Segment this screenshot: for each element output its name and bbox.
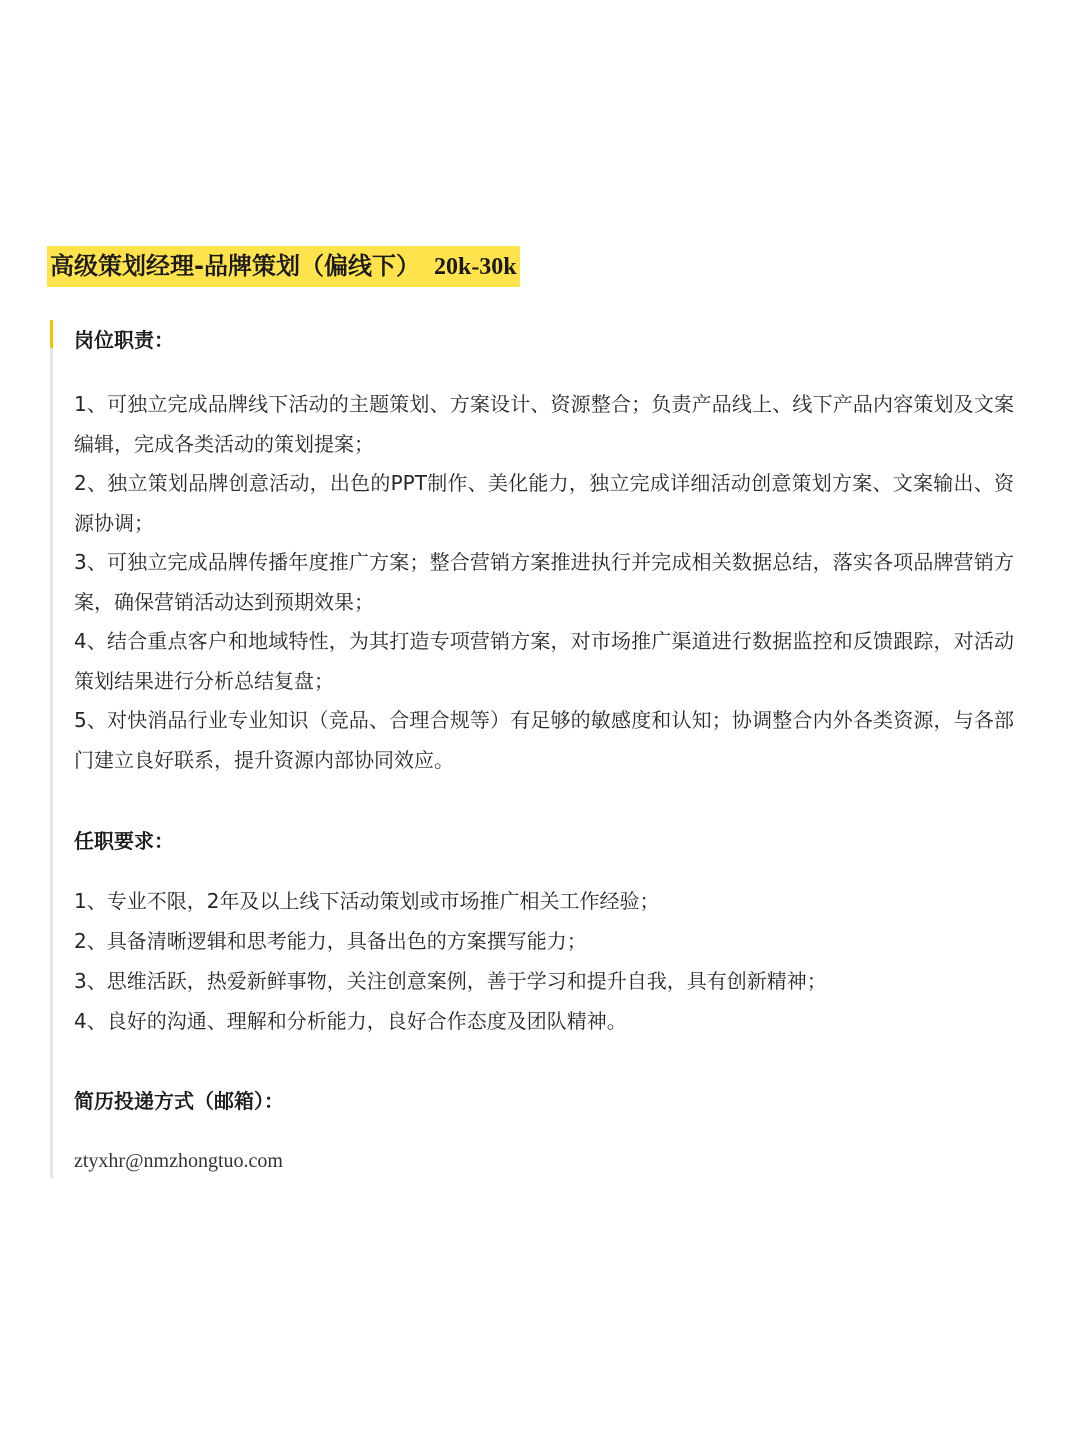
list-item: 3、可独立完成品牌传播年度推广方案；整合营销方案推进执行并完成相关数据总结，落实各项品牌营销方案，确保营销活动达到预期效果；: [74, 550, 1014, 614]
contact-heading: 简历投递方式（邮箱）：: [74, 1089, 284, 1113]
salary-range: 20k-30k: [433, 254, 517, 280]
list-item: 3、思维活跃，热爱新鲜事物，关注创意案例，善于学习和提升自我，具有创新精神；: [74, 969, 827, 993]
list-item: 4、结合重点客户和地域特性，为其打造专项营销方案，对市场推广渠道进行数据监控和反馈跟踪，对活动策划结果进行分析总结复盘；: [74, 629, 1014, 693]
list-item: 1、可独立完成品牌线下活动的主题策划、方案设计、资源整合；负责产品线上、线下产品内容策划及文案编辑，完成各类活动的策划提案；: [74, 392, 1014, 456]
quote-accent: [50, 320, 53, 348]
list-item: 5、对快消品行业专业知识（竞品、合理合规等）有足够的敏感度和认知；协调整合内外各类资源，与各部门建立良好联系，提升资源内部协同效应。: [74, 708, 1014, 772]
list-item: 2、具备清晰逻辑和思考能力，具备出色的方案撰写能力；: [74, 929, 587, 953]
responsibilities-list: [74, 385, 1014, 780]
requirements-list: [74, 881, 1014, 1041]
list-item: 2、独立策划品牌创意活动，出色的PPT制作、美化能力，独立完成详细活动创意策划方案、文案输出、资源协调；: [74, 471, 1014, 535]
job-title: [47, 246, 520, 287]
job-title-text: 高级策划经理-品牌策划（偏线下）: [50, 252, 420, 280]
requirements-heading: 任职要求：: [74, 829, 174, 853]
responsibilities-heading: 岗位职责：: [74, 328, 174, 352]
list-item: 1、专业不限，2年及以上线下活动策划或市场推广相关工作经验；: [74, 889, 660, 913]
contact-email[interactable]: ztyxhr@nmzhongtuo.com: [74, 1150, 283, 1172]
quote-bar: [50, 320, 53, 1178]
job-title-block: [47, 246, 520, 287]
list-item: 4、良好的沟通、理解和分析能力，良好合作态度及团队精神。: [74, 1009, 627, 1033]
